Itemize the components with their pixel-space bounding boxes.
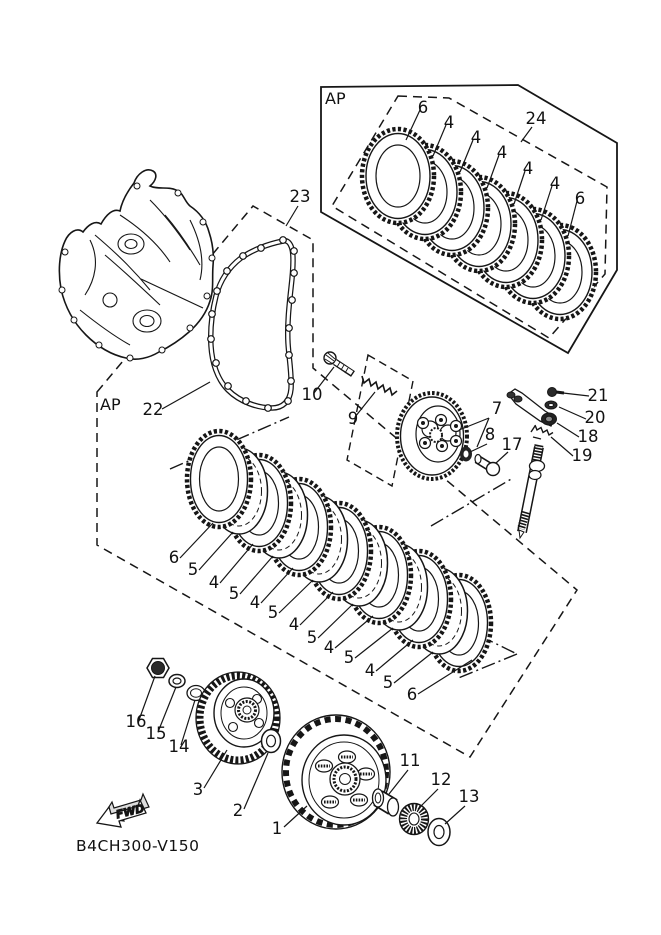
stack-plate-label: 6	[168, 548, 180, 567]
stack-plate-label: 5	[343, 648, 355, 667]
fwd-label: FWD	[114, 801, 146, 822]
callout-9: 9	[347, 409, 359, 428]
spring-19-drawing	[531, 425, 553, 439]
callout-18: 18	[577, 427, 599, 446]
stack-plate-label: 5	[228, 584, 240, 603]
callout-24: 24	[525, 109, 547, 128]
bearing-12-drawing	[400, 804, 429, 835]
bolt-17-drawing	[475, 455, 500, 476]
screw-21-drawing	[548, 388, 565, 397]
spacer-11-drawing	[373, 789, 399, 816]
washer-15-drawing	[169, 675, 185, 688]
stack-plate-label: 5	[187, 560, 199, 579]
callout-2: 2	[232, 801, 244, 820]
push-lever-shaft-drawing	[507, 388, 564, 539]
clutch-housing-drawing	[282, 715, 390, 829]
callout-15: 15	[145, 724, 167, 743]
stack-plate-label: 5	[306, 628, 318, 647]
top-plate-label: 4	[549, 174, 561, 193]
callout-21: 21	[587, 386, 609, 405]
stack-plate-label: 4	[249, 593, 261, 612]
stack-plate-label: 5	[267, 603, 279, 622]
callout-22: 22	[142, 400, 164, 419]
clutch-spring-9-drawing	[362, 376, 397, 395]
callout-20: 20	[584, 408, 606, 427]
fwd-arrow-icon	[97, 794, 149, 827]
diagram-code: B4CH300-V150	[76, 837, 200, 855]
top-plate-label: 4	[443, 113, 455, 132]
stack-plate-label: 4	[208, 573, 220, 592]
callout-13: 13	[458, 787, 480, 806]
washer-8-drawing	[460, 447, 472, 462]
callout-14: 14	[168, 737, 190, 756]
ap-label-top: AP	[325, 89, 346, 108]
friction-plate-set-drawing	[362, 129, 596, 319]
callout-16: 16	[125, 712, 147, 731]
pressure-plate-drawing	[397, 393, 467, 479]
stack-plate-label: 6	[406, 685, 418, 704]
callout-7: 7	[491, 399, 503, 418]
callout-11: 11	[399, 751, 421, 770]
top-plate-label: 6	[574, 189, 586, 208]
callout-17: 17	[501, 435, 523, 454]
stack-plate-label: 4	[364, 661, 376, 680]
stack-plate-label: 4	[323, 638, 335, 657]
stack-plate-label: 5	[382, 673, 394, 692]
ap-label-cover: AP	[100, 395, 121, 414]
top-plate-label: 6	[417, 98, 429, 117]
callout-10: 10	[301, 385, 323, 404]
callout-3: 3	[192, 780, 204, 799]
gasket-drawing	[208, 237, 298, 412]
nut-16-drawing	[147, 659, 169, 678]
callout-12: 12	[430, 770, 452, 789]
callout-19: 19	[571, 446, 593, 465]
engine-cover-drawing	[59, 170, 215, 361]
callout-23: 23	[289, 187, 311, 206]
callout-1: 1	[271, 819, 283, 838]
thrust-washer-2-drawing	[262, 730, 281, 753]
top-plate-label: 4	[522, 159, 534, 178]
stack-plate-label: 4	[288, 615, 300, 634]
top-plate-label: 4	[470, 128, 482, 147]
washer-20-drawing	[545, 401, 557, 409]
screw-10-drawing	[324, 352, 353, 374]
callout-8: 8	[484, 425, 496, 444]
top-plate-label: 4	[496, 143, 508, 162]
